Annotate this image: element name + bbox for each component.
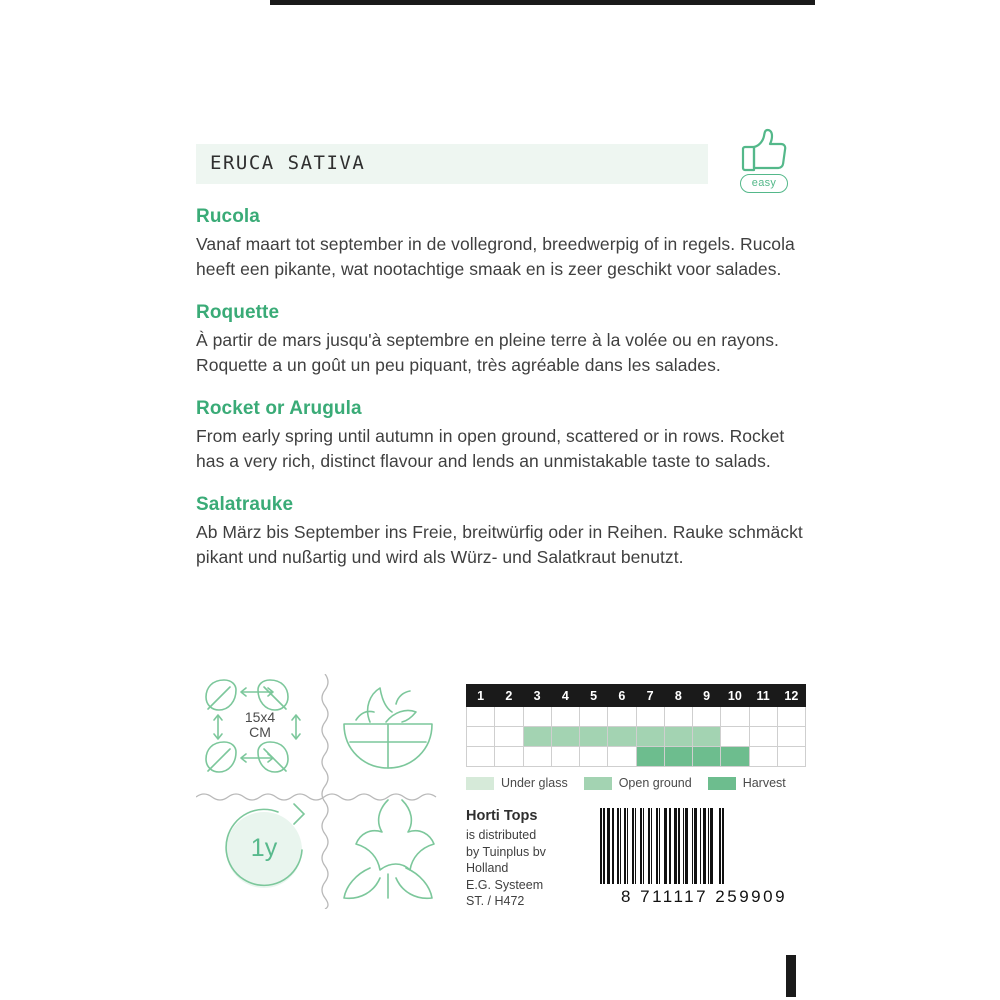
- lifecycle-icon-cell: [196, 796, 318, 914]
- month-cell: 10: [721, 685, 749, 707]
- lang-text-nl: Vanaf maart tot september in de vollegrond, breedwerpig of in regels. Rucola heeft een pikante, wat nootachtige smaak en is zeer geschikt voor salades.: [196, 234, 795, 279]
- lifecycle-value: 1y: [250, 834, 278, 862]
- calendar-cell: [467, 707, 495, 727]
- calendar-cell: [608, 747, 636, 767]
- lang-title-fr: Roquette: [196, 302, 280, 323]
- address-line-4: E.G. Systeem: [466, 877, 544, 892]
- spacing-value: 15x4: [244, 709, 276, 725]
- calendar-cell: [580, 747, 608, 767]
- spacing-icon-cell: [196, 668, 318, 786]
- calendar-row-underglass: [467, 707, 806, 727]
- month-cell: 1: [467, 685, 495, 707]
- calendar-cell: [551, 707, 579, 727]
- address-line-1: is distributed: [466, 828, 537, 842]
- lang-text-de: Ab März bis September ins Freie, breitwürfig oder in Reihen. Rauke schmäckt pikant und nußartig und wird als Würz- und Salatkraut benutzt.: [196, 522, 803, 567]
- calendar-cell: [749, 727, 777, 747]
- calendar-cell: [608, 727, 636, 747]
- calendar-cell: [580, 707, 608, 727]
- calendar-cell: [636, 727, 664, 747]
- calendar-legend: [466, 776, 806, 790]
- calendar-cell: [551, 747, 579, 767]
- month-cell: 3: [523, 685, 551, 707]
- calendar-month-header: [467, 685, 806, 707]
- latin-name: ERUCA SATIVA: [210, 152, 366, 174]
- barcode: [600, 808, 808, 907]
- month-cell: 5: [580, 685, 608, 707]
- icon-grid: [196, 668, 446, 913]
- legend-label-harvest: Harvest: [742, 776, 786, 790]
- packet-footer: [466, 808, 806, 918]
- sowing-calendar: [466, 684, 806, 790]
- calendar-cell: [523, 747, 551, 767]
- calendar-cell: [608, 707, 636, 727]
- month-cell: 8: [664, 685, 692, 707]
- month-cell: 2: [495, 685, 523, 707]
- easy-label: easy: [740, 174, 788, 193]
- month-cell: 4: [551, 685, 579, 707]
- lang-title-nl: Rucola: [196, 206, 260, 227]
- calendar-cell: [523, 727, 551, 747]
- registration-mark-bottom: [786, 955, 796, 997]
- address-line-3: Holland: [466, 861, 509, 875]
- calendar-cell: [664, 707, 692, 727]
- address-line-2: by Tuinplus bv: [466, 844, 546, 859]
- easy-badge: [729, 128, 799, 193]
- thumbs-up-icon: [729, 128, 799, 172]
- calendar-row-harvest: [467, 747, 806, 767]
- flavour-icon-cell: [330, 796, 452, 914]
- month-cell: 11: [749, 685, 777, 707]
- month-cell: 7: [636, 685, 664, 707]
- calendar-cell: [636, 707, 664, 727]
- packet-bottom: [196, 668, 806, 928]
- barcode-digits: 8 711117 259909: [620, 887, 788, 906]
- calendar-cell: [467, 727, 495, 747]
- lang-text-fr: À partir de mars jusqu'à septembre en pleine terre à la volée ou en rayons. Roquette a un goût un peu piquant, très agréable dans les salades.: [196, 330, 779, 375]
- lang-title-de: Salatrauke: [196, 494, 294, 515]
- salad-icon-cell: [330, 668, 452, 786]
- barcode-bars: [600, 808, 808, 884]
- calendar-cell: [693, 727, 721, 747]
- calendar-cell: [495, 747, 523, 767]
- calendar-cell: [664, 727, 692, 747]
- address-line-5: ST. / H472: [466, 894, 525, 908]
- calendar-row-opground: [467, 727, 806, 747]
- legend-label-underglass: Under glass: [501, 776, 568, 790]
- calendar-cell: [580, 727, 608, 747]
- calendar-cell: [636, 747, 664, 767]
- calendar-cell: [495, 707, 523, 727]
- calendar-cell: [721, 727, 749, 747]
- month-cell: 6: [608, 685, 636, 707]
- legend-label-openground: Open ground: [618, 776, 692, 790]
- legend-swatch-underglass: [466, 777, 494, 790]
- calendar-cell: [777, 747, 805, 767]
- month-cell: 9: [693, 685, 721, 707]
- salad-bowl-icon: [330, 668, 452, 786]
- calendar-cell: [777, 707, 805, 727]
- legend-item-underglass: [466, 776, 568, 790]
- calendar-cell: [749, 707, 777, 727]
- calendar-table: [466, 684, 806, 767]
- spicy-pepper-icon: [330, 796, 452, 906]
- calendar-cell: [749, 747, 777, 767]
- calendar-cell: [693, 747, 721, 767]
- packet-header: [196, 128, 806, 189]
- calendar-cell: [467, 747, 495, 767]
- spacing-unit: CM: [249, 724, 271, 740]
- legend-swatch-harvest: [708, 777, 736, 790]
- language-block-nl: [196, 206, 806, 282]
- calendar-cell: [721, 747, 749, 767]
- calendar-cell: [664, 747, 692, 767]
- legend-swatch-openground: [584, 777, 612, 790]
- language-block-de: [196, 494, 806, 570]
- calendar-cell: [523, 707, 551, 727]
- month-cell: 12: [777, 685, 805, 707]
- spacing-value-wrap: [240, 710, 280, 740]
- lang-text-en: From early spring until autumn in open ground, scattered or in rows. Rocket has a very rich, distinct flavour and lends an unmistakable taste to salads.: [196, 426, 785, 471]
- registration-mark-top: [270, 0, 815, 5]
- calendar-cell: [721, 707, 749, 727]
- brand-name: Horti Tops: [466, 808, 538, 824]
- lang-title-en: Rocket or Arugula: [196, 398, 362, 419]
- language-block-fr: [196, 302, 806, 378]
- calendar-cell: [693, 707, 721, 727]
- legend-item-openground: [584, 776, 692, 790]
- language-block-en: [196, 398, 806, 474]
- calendar-cell: [551, 727, 579, 747]
- calendar-cell: [495, 727, 523, 747]
- calendar-cell: [777, 727, 805, 747]
- legend-item-harvest: [708, 776, 786, 790]
- seed-packet-back: [196, 128, 806, 570]
